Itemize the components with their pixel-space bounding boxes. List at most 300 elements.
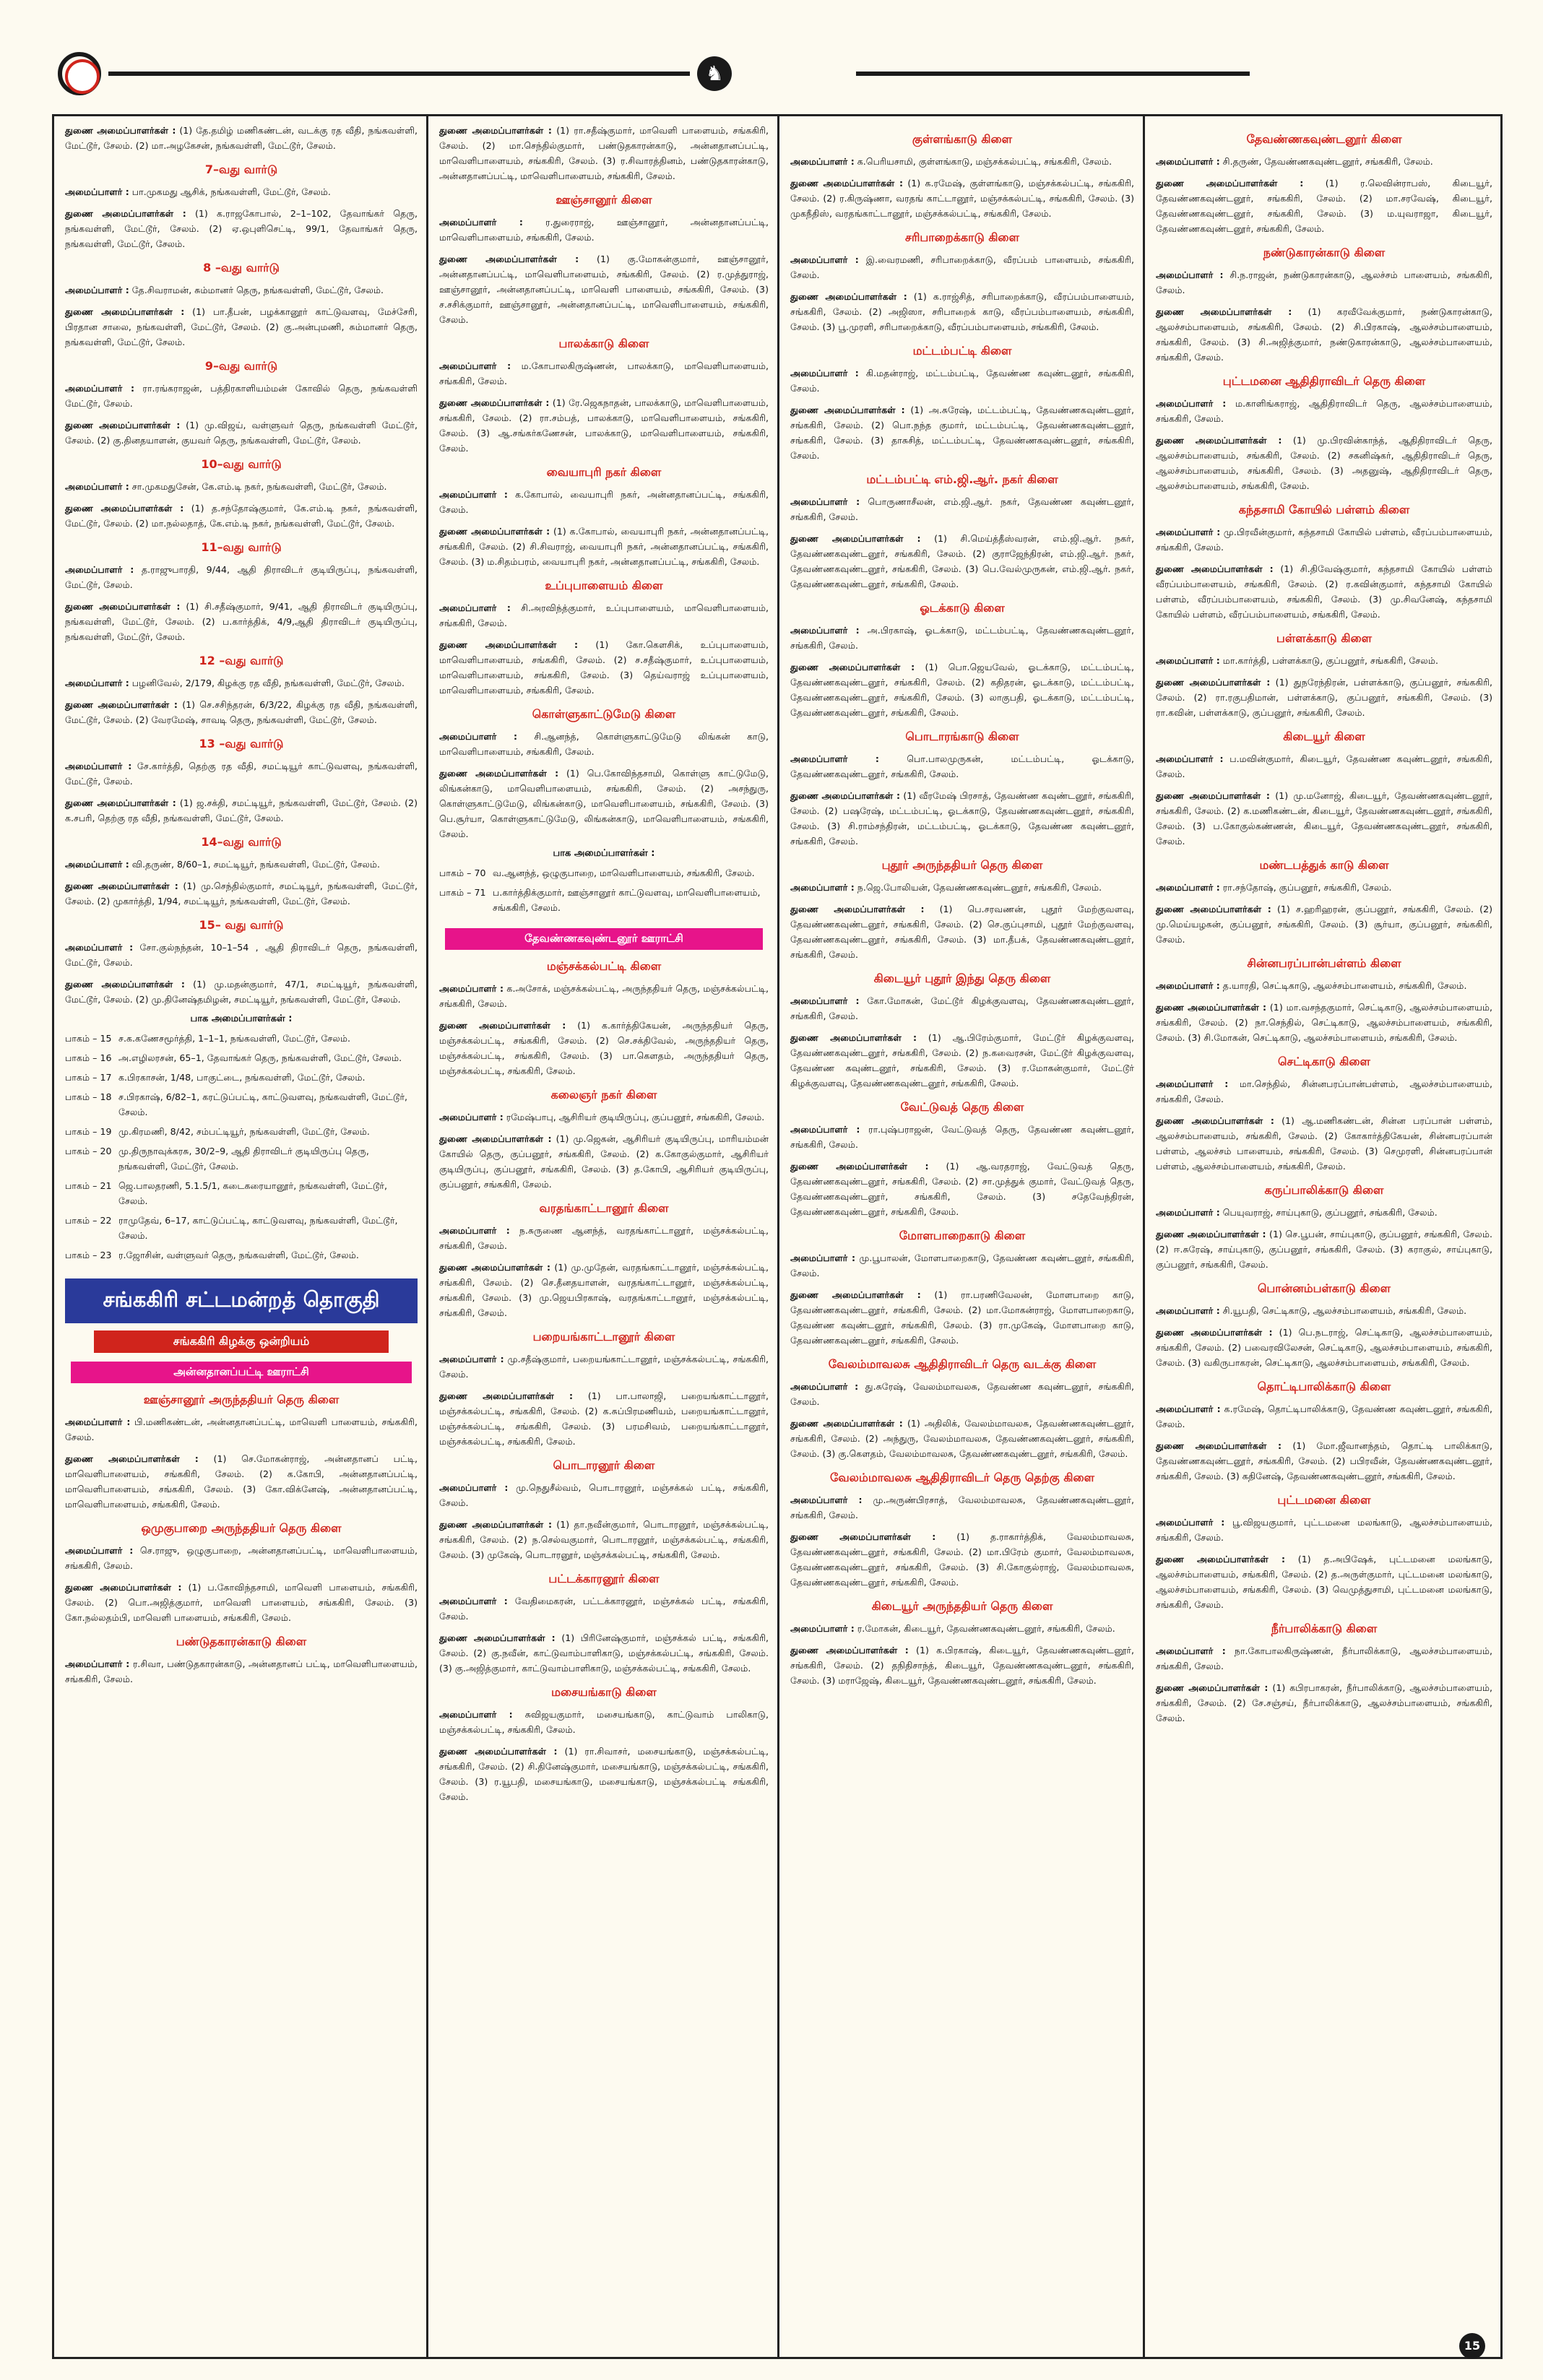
member-entry: அமைப்பாளர் : கோ.மோகன், மேட்டூர் கிழக்குவளவு, தேவண்ணகவுண்டனூர், சங்ககிரி, சேலம். (790, 995, 1134, 1021)
member-entry: அமைப்பாளர் : மா.செந்தில், சின்னபரப்பான்பள்ளம், ஆலச்சம்பாளையம், சங்ககிரி, சேலம். (1156, 1078, 1492, 1104)
role-label: துணை அமைப்பாளர்கள் : (439, 768, 559, 779)
member-entry: அமைப்பாளர் : செ.ராஜு, ஒழுகுபாறை, அன்னதானப்பட்டி, மாவெளிபாளையம், சங்ககிரி, சேலம். (65, 1545, 418, 1571)
role-label: அமைப்பாளர் : (439, 217, 523, 228)
role-label: துணை அமைப்பாளர்கள் : (790, 662, 915, 672)
part-number: பாகம் – 16 (65, 1052, 112, 1063)
branch-heading: தொட்டிபாலிக்காடு கிளை (1257, 1380, 1391, 1393)
member-entry: அமைப்பாளர் : பொருணாசீலன், எம்.ஜி.ஆர். நகர், தேவண்ண கவுண்டனூர், சங்ககிரி, சேலம். (790, 496, 1134, 522)
role-label: துணை அமைப்பாளர்கள் : (65, 601, 181, 612)
member-entry: அமைப்பாளர் : நா.கோபாலகிருஷ்ணன், நீர்பாலிக்காடு, ஆலச்சம்பாளையம், சங்ககிரி, சேலம். (1156, 1645, 1492, 1671)
branch-heading: பொன்னம்பள்காடு கிளை (1257, 1281, 1391, 1295)
member-entry: அமைப்பாளர் : சி.ஆனந்த், கொள்ளுகாட்டுமேடு லிங்கன் காடு, மாவெளிபாளையம், சங்ககிரி, சேலம். (439, 731, 769, 757)
role-label: துணை அமைப்பாளர்கள் : (1156, 1115, 1274, 1126)
member-entry: அமைப்பாளர் : க.பெரியசாமி, குள்ளங்காடு, மஞ்சக்கல்பட்டி, சங்ககிரி, சேலம். (790, 156, 1112, 167)
role-label: அமைப்பாளர் : (1156, 156, 1220, 167)
branch-heading: மஞ்சக்கல்பட்டி கிளை (546, 959, 662, 973)
branch-heading: 8 –வது வார்டு (203, 261, 280, 274)
role-label: அமைப்பாளர் : (65, 859, 129, 870)
role-label: அமைப்பாளர் : (1156, 398, 1227, 409)
member-entry: துணை அமைப்பாளர்கள் : (1) மு.ஜெகன், ஆசிரியர் குடியிருப்பு, மாரியம்மன் கோயில் தெரு, குப்பனூர், சங்ககிரி, சேலம். (2) க.கோகுல்குமார், ஆசிரியர் குடியிருப்பு, குப்பனூர், சங்ககிரி, சேலம். (3) த.கோபி, ஆசிரியர் குடியிருப்பு, குப்பனூர், சங்ககிரி, சேலம். (439, 1133, 769, 1190)
table-row (65, 1089, 418, 1124)
table-row (65, 1213, 418, 1247)
member-entry: துணை அமைப்பாளர்கள் : (1) ஆ.வரதராஜ், வேட்டுவத் தெரு, தேவண்ணகவுண்டனூர், சங்ககிரி, சேலம். (2) சா.முத்துக் குமார், வேட்டுவத் தெரு, தேவண்ணகவுண்டனூர், சங்ககிரி, சேலம். (3) சதேவேந்திரன், தேவண்ணகவுண்டனூர், சங்ககிரி, சேலம். (790, 1161, 1134, 1217)
member-entry: துணை அமைப்பாளர்கள் : (1) சி.திவேஷ்குமார், கந்தசாமி கோயில் பள்ளம் வீரப்பம்பாளையம், சங்ககிரி, சேலம். (2) ர.கவின்குமார், கந்தசாமி கோயில் பள்ளம், வீரப்பம்பாளையம், சங்ககிரி, சேலம். (3) மு.சிவனேஷ், கந்தசாமி கோயில் பள்ளம், வீரப்பம்பாளையம், சங்ககிரி, சேலம். (1156, 563, 1492, 620)
member-entry: துணை அமைப்பாளர்கள் : (1) மு.பிரவின்காந்த், ஆதிதிராவிடர் தெரு, ஆலச்சம்பாளையம், சங்ககிரி, சேலம். (2) சகனிஷ்கர், ஆதிதிராவிடர் தெரு, ஆலச்சம்பாளையம், சங்ககிரி, சேலம். (3) அதனுஷ், ஆதிதிராவிடர் தெரு, ஆலச்சம்பாளையம், சங்ககிரி, சேலம். (1156, 435, 1492, 491)
column-2 (428, 116, 777, 2358)
member-entry: துணை அமைப்பாளர்கள் : (1) த.அபிஷேக், புட்டமனை மலங்காடு, ஆலச்சம்பாளையம், சங்ககிரி, சேலம். (2) த.அருள்குமார், புட்டமனை மலங்காடு, ஆலச்சம்பாளையம், சங்ககிரி, சேலம். (3) வெமுத்துசாமி, புட்டமனை மலங்காடு, சங்ககிரி, சேலம். (1156, 1554, 1492, 1610)
role-label: துணை அமைப்பாளர்கள் : (1156, 790, 1270, 801)
role-label: அமைப்பாளர் : (439, 1112, 503, 1122)
role-label: துணை அமைப்பாளர்கள் : (1156, 1554, 1285, 1565)
constituency-title: சங்ககிரி சட்டமன்றத் தொகுதி (65, 1278, 418, 1323)
role-label: துணை அமைப்பாளர்கள் : (790, 404, 905, 415)
elephant-logo-icon: ♞ (697, 56, 732, 91)
member-entry: துணை அமைப்பாளர்கள் : (1) பா.பாலாஜி, பறையங்காட்டானூர், மஞ்சக்கல்பட்டி, சங்ககிரி, சேலம். (2) க.சுப்பிரமணியம், பறையங்காட்டானூர், மஞ்சக்கல்பட்டி, சங்ககிரி, சேலம். (3) பரமசிவம், பறையங்காட்டானூர், மஞ்சக்கல்பட்டி, சங்ககிரி, சேலம். (439, 1390, 769, 1447)
part-organizer: மு.கிரமணி, 8/42, சம்பட்டியூர், நங்கவள்ளி, மேட்டூர், சேலம். (118, 1126, 370, 1137)
role-label: அமைப்பாளர் : (1156, 882, 1220, 893)
part-number: பாகம் – 23 (65, 1250, 112, 1260)
role-label: துணை அமைப்பாளர்கள் : (65, 420, 181, 430)
member-entry: அமைப்பாளர் : பெயுவராஜ், சாய்புகாடு, குப்பனூர், சங்ககிரி, சேலம். (1156, 1207, 1438, 1218)
member-entry: துணை அமைப்பாளர்கள் : (1) மோ.ஜீவானந்தம், தொட்டி பாலிக்காடு, தேவண்ணகவுண்டனூர், சங்ககிரி, சேலம். (2) பபிரவீன், தேவண்ணகவுண்டனூர், சங்ககிரி, சேலம். (3) கதினேஷ், தேவண்ணகவுண்டனூர், சங்ககிரி, சேலம். (1156, 1440, 1493, 1481)
member-entry: அமைப்பாளர் : க.கோபால், வையாபுரி நகர், அன்னதானப்பட்டி, சங்ககிரி, சேலம். (439, 489, 769, 515)
branch-heading: பட்டக்காரனூர் கிளை (548, 1572, 660, 1585)
member-entry: துணை அமைப்பாளர்கள் : (1) ர.லெவின்ராபஸ், கிடையூர், தேவண்ணகவுண்டனூர், சங்ககிரி, சேலம். (2) மா.சரவேஷ், கிடையூர், தேவண்ணகவுண்டனூர், சங்ககிரி, சேலம். (3) ம.யுவராஜா, கிடையூர், தேவண்ணகவுண்டனூர், சங்ககிரி, சேலம். (1156, 178, 1493, 234)
member-entry: துணை அமைப்பாளர்கள் : (1) பெ.கோவிந்தசாமி, கொள்ளு காட்டுமேடு, லிங்கன்காடு, மாவெளிபாளையம், சங்ககிரி, சேலம். (2) அசந்துரு, கொள்ளுகாட்டுமேடு, லிங்கன்காடு, மாவெளிபாளையம், சங்ககிரி, சேலம். (3) பெ.சூர்யா, கொள்ளுகாட்டுமேடு, லிங்கன்காடு, மாவெளிபாளையம், சங்ககிரி, சேலம். (439, 768, 769, 839)
member-entry: அமைப்பாளர் : சி.யூபதி, செட்டிகாடு, ஆலச்சம்பாளையம், சங்ககிரி, சேலம். (1156, 1305, 1467, 1316)
role-label: அமைப்பாளர் : (790, 1124, 860, 1135)
role-label: அமைப்பாளர் : (65, 678, 129, 688)
branch-heading: வையாபுரி நகர் கிளை (546, 465, 662, 479)
member-entry: துணை அமைப்பாளர்கள் : (1) செ.பூபன், சாய்புகாடு, குப்பனூர், சங்ககிரி, சேலம். (2) ஈ.சுரேஷ், சாய்புகாடு, குப்பனூர், சங்ககிரி, சேலம். (3) கராகுல், சாய்புகாடு, குப்பனூர், சங்ககிரி, சேலம். (1156, 1229, 1492, 1270)
role-label: அமைப்பாளர் : (790, 625, 860, 636)
role-label: அமைப்பாளர் : (439, 1709, 513, 1720)
branch-heading: 10–வது வார்டு (201, 457, 282, 471)
role-label: அமைப்பாளர் : (1156, 269, 1224, 280)
role-label: அமைப்பாளர் : (790, 254, 859, 265)
member-entry: அமைப்பாளர் : ரமேஷ்பாபு, ஆசிரியர் குடியிருப்பு, குப்பனூர், சங்ககிரி, சேலம். (439, 1112, 765, 1122)
table-row (65, 1031, 418, 1050)
member-entry: அமைப்பாளர் : சி.தருண், தேவண்ணகவுண்டனூர், சங்ககிரி, சேலம். (1156, 156, 1433, 167)
branch-heading: வேலம்மாவலசு ஆதிதிராவிடர் தெரு வடக்கு கிளை (828, 1357, 1097, 1371)
member-entry: அமைப்பாளர் : து.சுரேஷ், வேலம்மாவலசு, தேவண்ண கவுண்டனூர், சங்ககிரி, சேலம். (790, 1381, 1135, 1407)
branch-heading: வேலம்மாவலசு ஆதிதிராவிடர் தெரு தெற்கு கிளை (829, 1471, 1095, 1484)
panchayat-banner: தேவண்ணகவுண்டனூர் ஊராட்சி (445, 928, 763, 950)
table-row (65, 1178, 418, 1213)
role-label: துணை அமைப்பாளர்கள் : (439, 397, 550, 408)
table-row (65, 1247, 418, 1267)
branch-heading: சின்னபரப்பான்பள்ளம் கிளை (1247, 956, 1401, 970)
role-label: துணை அமைப்பாளர்கள் : (439, 1020, 566, 1031)
branch-heading: உப்புபாளையம் கிளை (545, 579, 663, 592)
member-entry: அமைப்பாளர் : ரா.ரங்கராஜன், பத்திரகாளியம்மன் கோவில் தெரு, நங்கவள்ளி மேட்டூர், சேலம். (65, 383, 418, 409)
table-row (439, 885, 769, 919)
masthead-rule-right (856, 72, 1250, 76)
role-label: அமைப்பாளர் : (439, 489, 508, 500)
branch-heading: ஊஞ்சானூர் கிளை (556, 193, 652, 207)
role-label: துணை அமைப்பாளர்கள் : (65, 699, 178, 710)
member-entry: அமைப்பாளர் : பி.மணிகண்டன், அன்னதானப்பட்டி, மாவெளி பாளையம், சங்ககிரி, சேலம். (65, 1416, 418, 1442)
part-organizer: வ.ஆனந்த், ஒழுகுபாறை, மாவெளிபாளையம், சங்ககிரி, சேலம். (493, 867, 755, 878)
role-label: அமைப்பாளர் : (1156, 655, 1220, 666)
member-entry: துணை அமைப்பாளர்கள் : (1) மு.விஜய், வள்ளுவர் தெரு, நங்கவள்ளி மேட்டூர், சேலம். (2) கு.தினதயாளன், குயவர் தெரு, நங்கவள்ளி, மேட்டூர், சேலம். (65, 420, 418, 446)
role-label: துணை அமைப்பாளர்கள் : (1156, 677, 1271, 688)
role-label: துணை அமைப்பாளர்கள் : (1156, 904, 1271, 914)
member-entry: துணை அமைப்பாளர்கள் : (1) கரவீவேக்குமார், நண்டுகாரன்காடு, ஆலச்சம்பாளையம், சங்ககிரி, சேலம். (2) சி.பிரகாஷ், ஆலச்சம்பாளையம், சங்ககிரி, சேலம். (3) சி.அஜித்குமார், நண்டுகாரன்காடு, ஆலச்சம்பாளையம், சங்ககிரி, சேலம். (1156, 306, 1492, 363)
member-entry: துணை அமைப்பாளர்கள் : (1) வீரமேஷ் பிரசாத், தேவண்ண கவுண்டனூர், சங்ககிரி, சேலம். (2) பஷரேஷ், மட்டம்பட்டி, ஓடக்காடு, தேவண்ணகவுண்டனூர், சங்ககிரி, சேலம். (3) சி.ராம்சந்திரன், மட்டம்பட்டி, ஓடக்காடு, தேவண்ண கவுண்டனூர், சங்ககிரி, சேலம். (790, 790, 1135, 847)
member-entry: துணை அமைப்பாளர்கள் : (1) கோ.கௌசிக், உப்புபாளையம், மாவெளிபாளையம், சங்ககிரி, சேலம். (2) ச.சதீஷ்குமார், உப்புபாளையம், மாவெளிபாளையம், சங்ககிரி, சேலம். (3) தெய்வராஜ் உப்புபாளையம், மாவெளிபாளையம், சங்ககிரி, சேலம். (439, 639, 769, 696)
role-label: அமைப்பாளர் : (65, 761, 132, 771)
branch-heading: ஓடக்காடு கிளை (920, 601, 1005, 615)
role-label: துணை அமைப்பாளர்கள் : (439, 1133, 552, 1144)
branch-heading: நீர்பாலிக்காடு கிளை (1271, 1622, 1378, 1635)
part-organizer: அ.எழிலரசன், 65–1, தேவாங்கர் தெரு, நங்கவள்ளி, மேட்டூர், சேலம். (118, 1052, 402, 1063)
table-row (65, 1124, 418, 1143)
branch-heading: பாலக்காடு கிளை (558, 337, 649, 350)
panchayat-banner: அன்னதானப்பட்டி ஊராட்சி (71, 1362, 412, 1383)
member-entry: அமைப்பாளர் : த.ராஜுபாரதி, 9/44, ஆதி திராவிடர் குடியிருப்பு, நங்கவள்ளி, மேட்டூர், சேலம். (65, 564, 418, 590)
branch-heading: சரிபாறைக்காடு கிளை (904, 230, 1020, 244)
branch-heading: 11–வது வார்டு (201, 540, 282, 554)
member-entry: துணை அமைப்பாளர்கள் : (1) செ.சசிந்தரன், 6/3/22, கிழக்கு ரத வீதி, நங்கவள்ளி, மேட்டூர், சேலம். (2) வேரமேஷ், சாவடி தெரு, நங்கவள்ளி, மேட்டூர், சேலம். (65, 699, 418, 725)
branch-heading: பள்ளக்காடு கிளை (1276, 631, 1373, 645)
branch-heading: 12 –வது வார்டு (199, 654, 284, 667)
member-entry: அமைப்பாளர் : அ.பிரகாஷ், ஓடக்காடு, மட்டம்பட்டி, தேவண்ணகவுண்டனூர், சங்ககிரி, சேலம். (790, 625, 1134, 651)
role-label: துணை அமைப்பாளர்கள் : (65, 1453, 199, 1464)
table-row (65, 1143, 418, 1178)
branch-heading: புதூர் அருந்ததியர் தெரு கிளை (881, 858, 1043, 872)
role-label: துணை அமைப்பாளர்கள் : (439, 639, 579, 650)
role-label: அமைப்பாளர் : (439, 602, 511, 613)
role-label: துணை அமைப்பாளர்கள் : (1156, 563, 1274, 574)
branch-heading: 13 –வது வார்டு (199, 737, 284, 750)
branch-heading: மசையங்காடு கிளை (551, 1685, 657, 1699)
member-entry: துணை அமைப்பாளர்கள் : (1) ரா.சதீஷ்குமார், மாவெளி பாளையம், சங்ககிரி, சேலம். (2) மா.செந்தில்குமார், பண்டுதகாரன்காடு, அன்னதானப்பட்டி, மாவெளிபாளையம், சங்ககிரி, சேலம். (3) ர.சிவாரத்தினம், பண்டுதகாரன்காடு, அன்னதானப்பட்டி, மாவெளிபாளையம், சங்ககிரி, சேலம். (439, 125, 769, 181)
branch-heading: கந்தசாமி கோயில் பள்ளம் கிளை (1238, 503, 1410, 516)
part-organizers-table (439, 865, 769, 919)
role-label: துணை அமைப்பாளர்கள் : (65, 880, 178, 891)
member-entry: துணை அமைப்பாளர்கள் : (1) ஜ.சக்தி, சமட்டியூர், நங்கவள்ளி, மேட்டூர், சேலம். (2) க.சபரி, தெற்கு ரத வீதி, நங்கவள்ளி, மேட்டூர், சேலம். (65, 797, 418, 823)
role-label: அமைப்பாளர் : (790, 368, 859, 378)
branch-heading: மண்டபத்துக் காடு கிளை (1259, 858, 1389, 872)
role-label: அமைப்பாளர் : (439, 1482, 509, 1493)
part-number: பாகம் – 15 (65, 1033, 112, 1044)
part-number: பாகம் – 19 (65, 1126, 112, 1137)
member-entry: துணை அமைப்பாளர்கள் : (1) த.ராகார்த்திக், வேலம்மாவலசு, தேவண்ணகவுண்டனூர், சங்ககிரி, சேலம். (2) மா.பிரேம் குமார், வேலம்மாவலசு, தேவண்ணகவுண்டனூர், சங்ககிரி, சேலம். (3) சி.கோகுல்ராஜ், வேலம்மாவலசு, தேவண்ணகவுண்டனூர், சங்ககிரி, சேலம். (790, 1531, 1134, 1588)
role-label: அமைப்பாளர் : (439, 1354, 504, 1364)
member-entry: துணை அமைப்பாளர்கள் : (1) மு.செந்தில்குமார், சமட்டியூர், நங்கவள்ளி, மேட்டூர், சேலம். (2) முகார்த்தி, 1/94, சமட்டியூர், நங்கவள்ளி, மேட்டூர், சேலம். (65, 880, 418, 906)
part-number: பாகம் – 17 (65, 1072, 112, 1083)
part-organizer: ஜெ.பாலதரணி, 5.1.5/1, கடைகரையானூர், நங்கவள்ளி, மேட்டூர், சேலம். (118, 1180, 388, 1206)
branch-heading: 9–வது வார்டு (204, 359, 278, 373)
part-organizer: க.பிரகாசன், 1/48, பாகுட்டை, நங்கவள்ளி, மேட்டூர், சேலம். (118, 1072, 366, 1083)
part-organizers-label: பாக அமைப்பாளர்கள் : (553, 848, 655, 859)
branch-heading: புட்டமனை கிளை (1277, 1493, 1371, 1507)
member-entry: அமைப்பாளர் : ந.சுருணை ஆனந்த், வரதங்காட்டானூர், மஞ்சக்கல்பட்டி, சங்ககிரி, சேலம். (439, 1225, 769, 1251)
role-label: துணை அமைப்பாளர்கள் : (65, 125, 176, 136)
role-label: அமைப்பாளர் : (439, 731, 518, 742)
role-label: அமைப்பாளர் : (439, 360, 511, 371)
member-entry: துணை அமைப்பாளர்கள் : (1) அ.சுரேஷ், மட்டம்பட்டி, தேவண்ணகவுண்டனூர், சங்ககிரி, சேலம். (2) பொ.நந்த குமார், மட்டம்பட்டி, தேவண்ணகவுண்டனூர், சங்ககிரி, சேலம். (3) தாசுசித், மட்டம்பட்டி, தேவண்ணகவுண்டனூர், சங்ககிரி, சேலம். (790, 404, 1135, 461)
role-label: துணை அமைப்பாளர்கள் : (439, 254, 579, 264)
member-entry: துணை அமைப்பாளர்கள் : (1) கபிரபாகரன், நீர்பாலிக்காடு, ஆலச்சம்பாளையம், சங்ககிரி, சேலம். (2) சே.சஞ்சய், நீர்பாலிக்காடு, ஆலச்சம்பாளையம், சங்ககிரி, சேலம். (1156, 1682, 1493, 1723)
branch-heading: செட்டிகாடு கிளை (1278, 1055, 1370, 1068)
branch-heading: பொடாரங்காடு கிளை (905, 730, 1019, 743)
role-label: துணை அமைப்பாளர்கள் : (65, 1582, 182, 1593)
page-number: 15 (1459, 2333, 1485, 2359)
member-entry: அமைப்பாளர் : த.யாரதி, செட்டிகாடு, ஆலச்சம்பாளையம், சங்ககிரி, சேலம். (1156, 980, 1467, 991)
role-label: துணை அமைப்பாளர்கள் : (65, 208, 186, 219)
member-entry: அமைப்பாளர் : ர.மோகன், கிடையூர், தேவண்ணகவுண்டனூர், சங்ககிரி, சேலம். (790, 1623, 1115, 1634)
branch-heading: கலைஞர் நகர் கிளை (550, 1088, 657, 1102)
branch-heading: ஒமுகுபாறை அருந்ததியர் தெரு கிளை (141, 1521, 342, 1535)
member-entry: துணை அமைப்பாளர்கள் : (1) அதிலிக், வேலம்மாவலசு, தேவண்ணகவுண்டனூர், சங்ககிரி, சேலம். (2) அந்துரு, வேலம்மாவலசு, தேவண்ணகவுண்டனூர், சங்ககிரி, சேலம். (3) கு.கௌதம், வேலம்மாவலசு, தேவண்ணகவுண்டனூர், சங்ககிரி, சேலம். (790, 1418, 1134, 1459)
member-entry: அமைப்பாளர் : ம.கோபாலகிருஷ்ணன், பாலக்காடு, மாவெளிபாளையம், சங்ககிரி, சேலம். (439, 360, 769, 386)
member-entry: துணை அமைப்பாளர்கள் : (1) மு.மதன்குமார், 47/1, சமட்டியூர், நங்கவள்ளி, மேட்டூர், சேலம். (2) மு.தினேஷ்தமிழன், சமட்டியூர், நங்கவள்ளி, மேட்டூர், சேலம். (65, 979, 418, 1005)
role-label: அமைப்பாளர் : (790, 753, 879, 764)
branch-heading: மட்டம்பட்டி கிளை (912, 344, 1012, 358)
part-organizer: ப.கார்த்திக்குமார், ஊஞ்சானூர் காட்டுவளவு, மாவெளிபாளையம், சங்ககிரி, சேலம். (493, 887, 761, 913)
role-label: துணை அமைப்பாளர்கள் : (790, 1645, 909, 1656)
role-label: துணை அமைப்பாளர்கள் : (439, 1519, 552, 1530)
member-entry: அமைப்பாளர் : மு.சதீஷ்குமார், பறையங்காட்டானூர், மஞ்சக்கல்பட்டி, சங்ககிரி, சேலம். (439, 1354, 769, 1380)
member-entry: அமைப்பாளர் : வேதிமைகரன், பட்டக்காரனூர், மஞ்சக்கல் பட்டி, சங்ககிரி, சேலம். (439, 1596, 769, 1622)
column-1 (53, 116, 426, 2358)
role-label: அமைப்பாளர் : (790, 1623, 855, 1634)
branch-heading: வேட்டுவத் தெரு கிளை (900, 1100, 1024, 1114)
role-label: துணை அமைப்பாளர்கள் : (439, 1262, 551, 1273)
member-entry: துணை அமைப்பாளர்கள் : (1) க.ரமேஷ், குள்ளங்காடு, மஞ்சக்கல்பட்டி, சங்ககிரி, சேலம். (2) ர.கிருஷ்ணா, வரதங் காட்டானூர், மஞ்சக்கல்பட்டி, சங்ககிரி, சேலம். (3) முகநீதிஸ், வரதங்காட்டானூர், மஞ்சக்கல்பட்டி, சங்ககிரி, சேலம். (790, 178, 1135, 219)
role-label: அமைப்பாளர் : (1156, 1645, 1226, 1656)
part-organizer: மு.திருநாவுக்கரசு, 30/2–9, ஆதி திராவிடர் குடியிருப்பு தெரு, நங்கவள்ளி, மேட்டூர், சேலம். (118, 1146, 369, 1172)
branch-heading: 7–வது வார்டு (204, 163, 278, 176)
member-entry: அமைப்பாளர் : பூ.விஜயகுமார், புட்டமனை மலங்காடு, ஆலச்சம்பாளையம், சங்ககிரி, சேலம். (1156, 1517, 1492, 1543)
role-label: துணை அமைப்பாளர்கள் : (1156, 306, 1292, 317)
member-entry: துணை அமைப்பாளர்கள் : (1) ச.ஹரிஹரன், குப்பனூர், சங்ககிரி, சேலம். (2) மு.மெய்யழகன், குப்பனூர், சங்ககிரி, சேலம். (3) சூர்யா, குப்பனூர், சங்ககிரி, சேலம். (1156, 904, 1492, 945)
role-label: அமைப்பாளர் : (1156, 753, 1224, 764)
member-entry: துணை அமைப்பாளர்கள் : (1) பெ.நடராஜ், செட்டிகாடு, ஆலச்சம்பாளையம், சங்ககிரி, சேலம். (2) பவைரவிலேசன், செட்டிகாடு, ஆலச்சம்பாளையம், சங்ககிரி, சேலம். (3) வகிருபாகரன், செட்டிகாடு, ஆலச்சம்பாளையம், சங்ககிரி, சேலம். (1156, 1327, 1493, 1368)
part-organizer: ச.பிரகாஷ், 6/82–1, கரட்டுப்பட்டி, காட்டுவளவு, நங்கவள்ளி, மேட்டூர், சேலம். (118, 1091, 408, 1117)
role-label: துணை அமைப்பாளர்கள் : (1156, 1327, 1273, 1338)
member-entry: அமைப்பாளர் : ர.துரைராஜ், ஊஞ்சானூர், அன்னதானப்பட்டி, மாவெளிபாளையம், சங்ககிரி, சேலம். (439, 217, 769, 243)
member-entry: துணை அமைப்பாளர்கள் : (1) பிரினேஷ்குமார், மஞ்சக்கல் பட்டி, சங்ககிரி, சேலம். (2) கு.நவீன், காட்டுவாம்பாளிகாடு, மஞ்சக்கல்பட்டி, சங்ககிரி, சேலம். (3) கு.அஜித்குமார், காட்டுவாம்பாளிகாடு, மஞ்சக்கல்பட்டி, சங்ககிரி, சேலம். (439, 1632, 769, 1674)
member-entry: துணை அமைப்பாளர்கள் : (1) ஆ.மணிகண்டன், சின்ன பரப்பான் பள்ளம், ஆலச்சம்பாளையம், சங்ககிரி, சேலம். (2) கோகார்த்திகேயன், சின்னபரப்பான் பள்ளம், ஆலச்சம் பாளையம், சங்ககிரி, சேலம். (3) செமுரளி, சின்னபரப்பான் பள்ளம், ஆலச்சம்பாளையம், சங்ககிரி, சேலம். (1156, 1115, 1492, 1172)
role-label: அமைப்பாளர் : (65, 942, 134, 953)
part-number: பாகம் – 21 (65, 1180, 112, 1191)
member-entry: அமைப்பாளர் : சுவிஜயகுமார், மசையங்காடு, காட்டுவாம் பாலிகாடு, மஞ்சக்கல்பட்டி, சங்ககிரி, சேலம். (439, 1709, 769, 1735)
role-label: அமைப்பாளர் : (65, 285, 129, 295)
member-entry: அமைப்பாளர் : கி.மதன்ராஜ், மட்டம்பட்டி, தேவண்ண கவுண்டனூர், சங்ககிரி, சேலம். (790, 368, 1134, 394)
branch-heading: கிடையூர் புதூர் இந்து தெரு கிளை (873, 972, 1051, 985)
role-label: துணை அமைப்பாளர்கள் : (439, 1746, 558, 1757)
member-entry: துணை அமைப்பாளர்கள் : (1) க.கோபால், வையாபுரி நகர், அன்னதானப்பட்டி, சங்ககிரி, சேலம். (2) சி.சிவராஜ், வையாபுரி நகர், அன்னதானப்பட்டி, சங்ககிரி, சேலம். (3) ம.சிதம்பரம், வையாபுரி நகர், அன்னதானப்பட்டி, சங்ககிரி, சேலம். (439, 526, 769, 567)
table-row (65, 1070, 418, 1089)
branch-heading: மோளபாறைகாடு கிளை (899, 1229, 1026, 1242)
union-title: சங்ககிரி கிழக்கு ஒன்றியம் (94, 1330, 389, 1353)
member-entry: துணை அமைப்பாளர்கள் : (1) பெ.சரவணன், புதூர் மேற்குவளவு, தேவண்ணகவுண்டனூர், சங்ககிரி, சேலம். (2) செ.குப்புசாமி, புதூர் மேற்குவளவு, தேவண்ணகவுண்டனூர், சங்ககிரி, சேலம். (3) மா.தீபக், தேவண்ணகவுண்டனூர், சங்ககிரி, சேலம். (790, 904, 1134, 960)
role-label: அமைப்பாளர் : (65, 564, 134, 575)
role-label: அமைப்பாளர் : (65, 1658, 130, 1669)
role-label: அமைப்பாளர் : (65, 186, 129, 197)
column-3 (779, 116, 1143, 2358)
member-entry: அமைப்பாளர் : தே.சிவராமன், சும்மானர் தெரு, நங்கவள்ளி, மேட்டூர், சேலம். (65, 285, 384, 295)
member-entry: அமைப்பாளர் : சோ.குல்நந்தன், 10–1–54 , ஆதி திராவிடர் தெரு, நங்கவள்ளி, மேட்டூர், சேலம். (65, 942, 418, 968)
member-entry: அமைப்பாளர் : பொ.பாலமுருகன், மட்டம்பட்டி, ஓடக்காடு, தேவண்ணகவுண்டனூர், சங்ககிரி, சேலம். (790, 753, 1135, 779)
member-entry: அமைப்பாளர் : ந.ஜெ.போலியன், தேவண்ணகவுண்டனூர், சங்ககிரி, சேலம். (790, 882, 1102, 893)
part-number: பாகம் – 22 (65, 1215, 112, 1226)
role-label: அமைப்பாளர் : (65, 1416, 131, 1427)
branch-heading: கிடையூர் அருந்ததியர் தெரு கிளை (871, 1599, 1053, 1613)
part-organizers-table (65, 1031, 418, 1267)
role-label: அமைப்பாளர் : (1156, 1403, 1221, 1414)
role-label: துணை அமைப்பாளர்கள் : (439, 1390, 574, 1401)
member-entry: துணை அமைப்பாளர்கள் : (1) மு.மனோஜ், கிடையூர், தேவண்ணகவுண்டனூர், சங்ககிரி, சேலம். (2) க.மணிகண்டன், கிடையூர், தேவண்ணகவுண்டனூர், சங்ககிரி, சேலம். (3) ப.கோகுல்கண்ணன், கிடையூர், தேவண்ணகவுண்டனூர், சங்ககிரி, சேலம். (1156, 790, 1492, 847)
member-entry: அமைப்பாளர் : மு.பிரவீன்குமார், கந்தசாமி கோயில் பள்ளம், வீரப்பம்பாளையம், சங்ககிரி, சேலம். (1156, 527, 1493, 553)
member-entry: துணை அமைப்பாளர்கள் : (1) பொ.ஜெயவேல், ஓடக்காடு, மட்டம்பட்டி, தேவண்ணகவுண்டனூர், சங்ககிரி, சேலம். (2) கதிதரன், ஓடக்காடு, மட்டம்பட்டி, தேவண்ணகவுண்டனூர், சங்ககிரி, சேலம். (3) லாகுபதி, ஓடக்காடு, மட்டம்பட்டி, தேவண்ணகவுண்டனூர், சங்ககிரி, சேலம். (790, 662, 1135, 718)
member-entry: அமைப்பாளர் : சா.முகமதுசேன், கே.எம்.டி நகர், நங்கவள்ளி, மேட்டூர், சேலம். (65, 481, 387, 492)
role-label: துணை அமைப்பாளர்கள் : (1156, 1002, 1267, 1013)
role-label: அமைப்பாளர் : (1156, 527, 1221, 537)
branch-heading: மட்டம்பட்டி எம்.ஜி.ஆர். நகர் கிளை (866, 472, 1058, 486)
role-label: அமைப்பாளர் : (790, 1494, 863, 1505)
branch-heading: ஊஞ்சானூர் அருந்ததியர் தெரு கிளை (143, 1393, 340, 1406)
member-entry: துணை அமைப்பாளர்கள் : (1) ரா.பரணிவேலன், மோளபாறை காடு, தேவண்ணகவுண்டனூர், சங்ககிரி, சேலம். (2) மா.மோகன்ராஜ், மோளபாறைகாடு, தேவண்ண கவுண்டனூர், சங்ககிரி, சேலம். (3) ரா.முகேஷ், மோளபாறை காடு, தேவண்ணகவுண்டனூர், சங்ககிரி, சேலம். (790, 1289, 1134, 1346)
part-number: பாகம் – 71 (439, 887, 486, 898)
branch-heading: கிடையூர் கிளை (1283, 730, 1365, 743)
member-entry: அமைப்பாளர் : சி.ந.ராஜன், நண்டுகாரன்காடு, ஆலச்சம் பாளையம், சங்ககிரி, சேலம். (1156, 269, 1492, 295)
member-entry: துணை அமைப்பாளர்கள் : (1) ஆ.பிரேம்குமார், மேட்டூர் கிழக்குவளவு, தேவண்ணகவுண்டனூர், சங்ககிரி, சேலம். (2) ந.கவைரசன், மேட்டூர் கிழக்குவளவு, தேவண்ண கவுண்டனூர், சங்ககிரி, சேலம். (3) ர.மோகன்குமார், மேட்டூர் கிழக்குவளவு, தேவண்ணகவுண்டனூர், சங்ககிரி, சேலம். (790, 1032, 1135, 1089)
role-label: அமைப்பாளர் : (1156, 1207, 1220, 1218)
role-label: அமைப்பாளர் : (1156, 1517, 1225, 1528)
member-entry: அமைப்பாளர் : பா.முகமது ஆசிக், நங்கவள்ளி, மேட்டூர், சேலம். (65, 186, 331, 197)
part-organizer: ச.க.கணேசமூர்த்தி, 1–1–1, நங்கவள்ளி, மேட்டூர், சேலம். (118, 1033, 350, 1044)
role-label: துணை அமைப்பாளர்கள் : (790, 291, 907, 302)
role-label: அமைப்பாளர் : (790, 882, 855, 893)
member-entry: அமைப்பாளர் : ம.காளிங்கராஜ், ஆதிதிராவிடர் தெரு, ஆலச்சம்பாளையம், சங்ககிரி, சேலம். (1156, 398, 1493, 424)
role-label: துணை அமைப்பாளர்கள் : (65, 979, 185, 990)
member-entry: துணை அமைப்பாளர்கள் : (1) பா.தீபன், பழக்கானூர் காட்டுவளவு, மேச்சேரி, பிரதான சாலை, நங்கவள்ளி, மேட்டூர், சேலம். (2) கு.அன்புமணி, சும்மானர் தெரு, நங்கவள்ளி, மேட்டூர், சேலம். (65, 306, 418, 347)
member-entry: துணை அமைப்பாளர்கள் : (1) க.கார்த்திகேயன், அருந்ததியர் தெரு, மஞ்சக்கல்பட்டி, சங்ககிரி, சேலம். (2) செ.சக்திவேல், அருந்ததியர் தெரு, மஞ்சக்கல்பட்டி, சங்ககிரி, சேலம். (3) பா.கௌதம், அருந்ததியர் தெரு, மஞ்சக்கல்பட்டி, சங்ககிரி, சேலம். (439, 1020, 769, 1076)
branch-heading: பண்டுதகாரன்காடு கிளை (176, 1635, 307, 1648)
member-entry: துணை அமைப்பாளர்கள் : (1) சி.மெய்த்தீஸ்வரன், எம்.ஜி.ஆர். நகர், தேவண்ணகவுண்டனூர், சங்ககிரி, சேலம். (2) குராஜேந்திரன், எம்.ஜி.ஆர். நகர், தேவண்ணகவுண்டனூர், சங்ககிரி, சேலம். (3) பெ.வேல்முருகன், எம்.ஜி.ஆர். நகர், தேவண்ணகவுண்டனூர், சங்ககிரி, சேலம். (790, 533, 1134, 589)
member-entry: அமைப்பாளர் : ர.சிவா, பண்டுதகாரன்காடு, அன்னதானப் பட்டி, மாவெளிபாளையம், சங்ககிரி, சேலம். (65, 1658, 418, 1684)
part-organizers-label: பாக அமைப்பாளர்கள் : (190, 1013, 293, 1024)
role-label: அமைப்பாளர் : (790, 496, 860, 507)
branch-heading: பறையங்காட்டானூர் கிளை (532, 1330, 675, 1343)
member-entry: அமைப்பாளர் : க.அசோக், மஞ்சக்கல்பட்டி, அருந்ததியர் தெரு, மஞ்சக்கல்பட்டி, சங்ககிரி, சேலம். (439, 983, 769, 1009)
member-entry: துணை அமைப்பாளர்கள் : (1) ரா.சிவாசர், மசையங்காடு, மஞ்சக்கல்பட்டி, சங்ககிரி, சேலம். (2) சி.தினேஷ்குமார், மசையங்காடு, மஞ்சக்கல்பட்டி, சங்ககிரி, சேலம். (3) ர.யூபதி, மசையங்காடு, மசையங்காடு, மஞ்சக்கல்பட்டி சங்ககிரி, சேலம். (439, 1746, 769, 1802)
role-label: துணை அமைப்பாளர்கள் : (790, 1161, 929, 1172)
role-label: அமைப்பாளர் : (790, 995, 860, 1006)
member-entry: துணை அமைப்பாளர்கள் : (1) கு.மோகன்குமார், ஊஞ்சானூர், அன்னதானப்பட்டி, மாவெளிபாளையம், சங்ககிரி, சேலம். (2) ர.முத்துராஜ், ஊஞ்சானூர், அன்னதானப்பட்டி, மாவெளி பாளையம், சங்ககிரி, சேலம். (3) ச.சசிக்குமார், ஊஞ்சானூர், அன்னதானப்பட்டி, மாவெளிபாளையம், சங்ககிரி, சேலம். (439, 254, 769, 325)
role-label: அமைப்பாளர் : (1156, 1078, 1229, 1089)
part-number: பாகம் – 70 (439, 867, 486, 878)
member-entry: அமைப்பாளர் : பழனிவேல், 2/179, கிழக்கு ரத வீதி, நங்கவள்ளி, மேட்டூர், சேலம். (65, 678, 405, 688)
member-entry: அமைப்பாளர் : சே.கார்த்தி, தெற்கு ரத வீதி, சமட்டியூர் காட்டுவளவு, நங்கவள்ளி, மேட்டூர், சேலம். (65, 761, 418, 787)
branch-heading: 14–வது வார்டு (201, 835, 282, 849)
member-entry: அமைப்பாளர் : இ.வைரமணி, சரிபாறைக்காடு, வீரப்பம் பாளையம், சங்ககிரி, சேலம். (790, 254, 1134, 280)
member-entry: அமைப்பாளர் : வி.தருண், 8/60–1, சமட்டியூர், நங்கவள்ளி, மேட்டூர், சேலம். (65, 859, 381, 870)
role-label: துணை அமைப்பாளர்கள் : (1156, 178, 1304, 189)
role-label: துணை அமைப்பாளர்கள் : (1156, 1229, 1266, 1239)
branch-heading: தேவண்ணகவுண்டனூர் கிளை (1246, 132, 1402, 146)
role-label: துணை அமைப்பாளர்கள் : (1156, 1682, 1268, 1693)
member-entry: அமைப்பாளர் : ரா.புஷ்பராஜன், வேட்டுவத் தெரு, தேவண்ண கவுண்டனூர், சங்ககிரி, சேலம். (790, 1124, 1135, 1150)
role-label: துணை அமைப்பாளர்கள் : (790, 1531, 936, 1542)
part-organizer: ராமுதேவ், 6–17, காட்டுப்பட்டி, காட்டுவளவு, நங்கவள்ளி, மேட்டூர், சேலம். (118, 1215, 398, 1241)
member-entry: அமைப்பாளர் : சி.அரவிந்த்குமார், உப்புபாளையம், மாவெளிபாளையம், சங்ககிரி, சேலம். (439, 602, 769, 628)
role-label: துணை அமைப்பாளர்கள் : (439, 125, 552, 136)
role-label: துணை அமைப்பாளர்கள் : (1156, 1440, 1282, 1451)
role-label: துணை அமைப்பாளர்கள் : (790, 1418, 903, 1429)
table-row (439, 865, 769, 885)
member-entry: அமைப்பாளர் : ப.மவின்குமார், கிடையூர், தேவண்ண கவுண்டனூர், சங்ககிரி, சேலம். (1156, 753, 1492, 779)
role-label: துணை அமைப்பாளர்கள் : (65, 797, 176, 808)
masthead (0, 0, 1543, 123)
masthead-circle-logo-icon (58, 52, 101, 95)
branch-heading: குள்ளங்காடு கிளை (912, 132, 1013, 146)
column-4 (1144, 116, 1501, 2358)
role-label: துணை அமைப்பாளர்கள் : (439, 1632, 556, 1643)
role-label: துணை அமைப்பாளர்கள் : (439, 526, 550, 537)
branch-heading: கொள்ளுகாட்டுமேடு கிளை (532, 707, 676, 721)
role-label: அமைப்பாளர் : (439, 1596, 508, 1606)
role-label: அமைப்பாளர் : (65, 1545, 134, 1556)
role-label: துணை அமைப்பாளர்கள் : (790, 533, 921, 544)
member-entry: துணை அமைப்பாளர்கள் : (1) சி.சதீஷ்குமார், 9/41, ஆதி திராவிடர் குடியிருப்பு, நங்கவள்ளி, மேட்டூர், சேலம். (2) ப.கார்த்திக், 4/9,ஆதி திராவிடர் குடியிருப்பு, நங்கவள்ளி, மேட்டூர், சேலம். (65, 601, 418, 642)
member-entry: அமைப்பாளர் : க.ரமேஷ், தொட்டிபாலிக்காடு, தேவண்ண கவுண்டனூர், சங்ககிரி, சேலம். (1156, 1403, 1493, 1429)
branch-heading: பொடாரனூர் கிளை (553, 1458, 655, 1472)
member-entry: துணை அமைப்பாளர்கள் : (1) க.ராஜ்சித், சரிபாறைக்காடு, வீரப்பம்பாளையம், சங்ககிரி, சேலம். (2) அஜிஸா, சரிபாறைக் காடு, வீரப்பம்பாளையம், சங்ககிரி, சேலம். (3) பூ.முரளி, சரிபாறைக்காடு, வீரப்பம்பாளையம், சங்ககிரி, சேலம். (790, 291, 1135, 332)
member-entry: துணை அமைப்பாளர்கள் : (1) மா.வசந்தகுமார், செட்டிகாடு, ஆலச்சம்பாளையம், சங்ககிரி, சேலம். (2) நா.செந்தில், செட்டிகாடு, ஆலச்சம்பாளையம், சங்ககிரி, சேலம். (3) சி.மோகன், செட்டிகாடு, ஆலச்சம்பாளையம், சங்ககிரி, சேலம். (1156, 1002, 1492, 1043)
branch-heading: கருப்பாலிக்காடு கிளை (1264, 1183, 1384, 1197)
member-entry: துணை அமைப்பாளர்கள் : (1) தா.நவீன்குமார், பொடாரனூர், மஞ்சக்கல்பட்டி, சங்ககிரி, சேலம். (2) ந.செல்வகுமார், பொடாரனூர், மஞ்சக்கல்பட்டி, சங்ககிரி, சேலம். (3) முகேஷ், பொடாரனூர், மஞ்சக்கல்பட்டி, சங்ககிரி, சேலம். (439, 1519, 769, 1560)
member-entry: துணை அமைப்பாளர்கள் : (1) ப.கோவிந்தசாமி, மாவெளி பாளையம், சங்ககிரி, சேலம். (2) பொ.அஜித்குமார், மாவெளி பாளையம், சங்ககிரி, சேலம். (3) கோ.நல்லதம்பி, மாவெளி பாளையம், சங்ககிரி, சேலம். (65, 1582, 418, 1623)
member-entry: துணை அமைப்பாளர்கள் : (1) ரே.ஜெகநாதன், பாலக்காடு, மாவெளிபாளையம், சங்ககிரி, சேலம். (2) ரா.சம்பத், பாலக்காடு, மாவெளிபாளையம், சங்ககிரி, சேலம். (3) ஆ.சங்கர்கணேசன், பாலக்காடு, மாவெளிபாளையம், சங்ககிரி, சேலம். (439, 397, 769, 454)
part-number: பாகம் – 20 (65, 1146, 112, 1156)
role-label: துணை அமைப்பாளர்கள் : (65, 503, 184, 514)
member-entry: அமைப்பாளர் : மு.பூபாலன், மோளபாறைகாடு, தேவண்ண கவுண்டனூர், சங்ககிரி, சேலம். (790, 1252, 1134, 1278)
role-label: அமைப்பாளர் : (439, 983, 504, 994)
member-entry: துணை அமைப்பாளர்கள் : (1) க.ராஜகோபால், 2–1–102, தேவாங்கர் தெரு, நங்கவள்ளி, மேட்டூர், சேலம். (2) ஏ.ஒபுளிசெட்டி, 99/1, தேவாங்கர் தெரு, நங்கவள்ளி, மேட்டூர், சேலம். (65, 208, 418, 249)
role-label: துணை அமைப்பாளர்கள் : (790, 1032, 917, 1043)
masthead-rule-left (108, 72, 690, 76)
role-label: துணை அமைப்பாளர்கள் : (790, 178, 904, 189)
part-organizer: ர.ஜோசின், வள்ளுவர் தெரு, நங்கவள்ளி, மேட்டூர், சேலம். (118, 1250, 359, 1260)
role-label: அமைப்பாளர் : (65, 383, 135, 394)
table-row (65, 1050, 418, 1070)
member-entry: துணை அமைப்பாளர்கள் : (1) துநரேந்திரன், பள்ளக்காடு, குப்பனூர், சங்ககிரி, சேலம். (2) ரா.ரகுபதிமான், பள்ளக்காடு, குப்பனூர், சங்ககிரி, சேலம். (3) ரா.கவின், பள்ளக்காடு, குப்பனூர், சங்ககிரி, சேலம். (1156, 677, 1493, 718)
role-label: அமைப்பாளர் : (1156, 1305, 1220, 1316)
member-entry: அமைப்பாளர் : மு.நெதுசீல்வம், பொடாரனூர், மஞ்சக்கல் பட்டி, சங்ககிரி, சேலம். (439, 1482, 769, 1508)
role-label: அமைப்பாளர் : (790, 1252, 856, 1263)
role-label: அமைப்பாளர் : (790, 1381, 859, 1392)
role-label: துணை அமைப்பாளர்கள் : (1156, 435, 1282, 446)
role-label: துணை அமைப்பாளர்கள் : (65, 306, 185, 317)
branch-heading: 15– வது வார்டு (199, 918, 284, 932)
role-label: அமைப்பாளர் : (1156, 980, 1220, 991)
role-label: துணை அமைப்பாளர்கள் : (790, 904, 925, 914)
member-entry: அமைப்பாளர் : மா.கார்த்தி, பள்ளக்காடு, குப்பனூர், சங்ககிரி, சேலம். (1156, 655, 1438, 666)
branch-heading: புட்டமனை ஆதிதிராவிடர் தெரு கிளை (1222, 374, 1426, 388)
member-entry: அமைப்பாளர் : மு.அருண்பிரசாத், வேலம்மாவலசு, தேவண்ணகவுண்டனூர், சங்ககிரி, சேலம். (790, 1494, 1134, 1520)
member-entry: துணை அமைப்பாளர்கள் : (1) மு.முதேன், வரதங்காட்டானூர், மஞ்சக்கல்பட்டி, சங்ககிரி, சேலம். (2) செ.தீனதயாளன், வரதங்காட்டானூர், மஞ்சக்கல்பட்டி, சங்ககிரி, சேலம். (3) மு.ஜெயபிரகாஷ், வரதங்காட்டானூர், மஞ்சக்கல்பட்டி, சங்ககிரி, சேலம். (439, 1262, 769, 1318)
role-label: அமைப்பாளர் : (439, 1225, 510, 1236)
branch-heading: நண்டுகாரன்காடு கிளை (1263, 246, 1386, 259)
member-entry: அமைப்பாளர் : ரா.சந்தோஷ், குப்பனூர், சங்ககிரி, சேலம். (1156, 882, 1392, 893)
role-label: அமைப்பாளர் : (790, 156, 855, 167)
branch-heading: வரதங்காட்டானூர் கிளை (539, 1201, 669, 1215)
